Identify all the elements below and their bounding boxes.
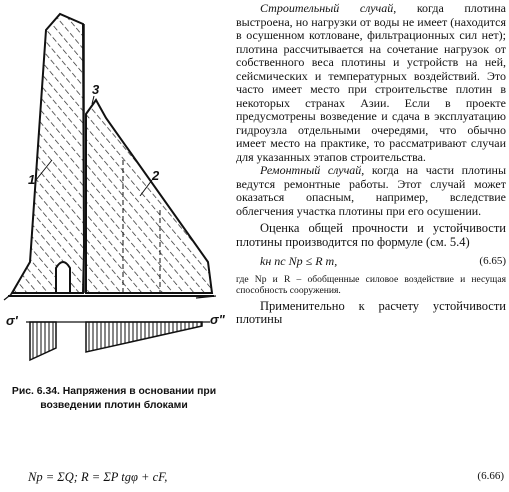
label-sigma-right: σ" xyxy=(210,312,225,327)
formula-6-66 xyxy=(28,470,504,485)
paragraph-stability: Применительно к расчету устойчивости плотины xyxy=(236,298,506,326)
paragraph-repair-case: Ремонтный случай, когда на части плотины ведутся ремонтные работы. Этот случай может оказаться опасным, например, вследствие облегчения участка плотины при его осушении. xyxy=(236,163,507,218)
label-3: 3 xyxy=(92,82,100,97)
term-construction-case: Строительный случай xyxy=(260,1,394,15)
formula-6-65 xyxy=(236,255,506,269)
paragraph-construction-case: Строительный случай, когда плотина выстроена, но нагрузки от воды не имеет (находится в осушенном котловане, фильтрационных сил нет); плотина рассчитывается на сочетание нагрузок от собственного веса плотины и устройств на ней, сейсмических и температурных воздействий. Это часто имеет место при строительстве плотин в некоторых странах Азии. Если в проекте предусмотрены возведение и сдача в эксплуатацию гидроузла отдельными очередями, что обычно имеет место на практике, то рассматривают случаи для указанных этапов строительства. xyxy=(236,1,506,164)
paragraph-notation: где Np и R – обобщенные силовое воздействие и несущая способность сооружения. xyxy=(236,273,506,296)
epure-left xyxy=(30,322,56,360)
formula-6-66-number: (6.66) xyxy=(477,470,504,482)
term-repair-case: Ремонтный случай xyxy=(260,163,362,177)
formula-6-65-number: (6.65) xyxy=(479,255,506,267)
epure-right xyxy=(86,322,202,352)
formula-6-65-body: kн nc Np ≤ R m, xyxy=(260,254,338,268)
dam-block-1 xyxy=(12,14,84,293)
formula-6-66-body: Np = ΣQ; R = ΣP tgφ + cF, xyxy=(28,470,168,484)
text-column xyxy=(236,2,506,327)
label-2: 2 xyxy=(152,168,160,183)
dam-block-2 xyxy=(86,100,212,293)
figure-caption: Рис. 6.34. Напряжения в основании при возведении плотин блоками xyxy=(11,386,217,411)
label-1: 1 xyxy=(28,172,36,187)
label-sigma-left: σ' xyxy=(6,313,18,328)
gallery-opening xyxy=(56,262,70,293)
paragraph-strength-assessment: Оценка общей прочности и устойчивости плотины производится по формуле (см. 5.4) xyxy=(236,221,506,249)
